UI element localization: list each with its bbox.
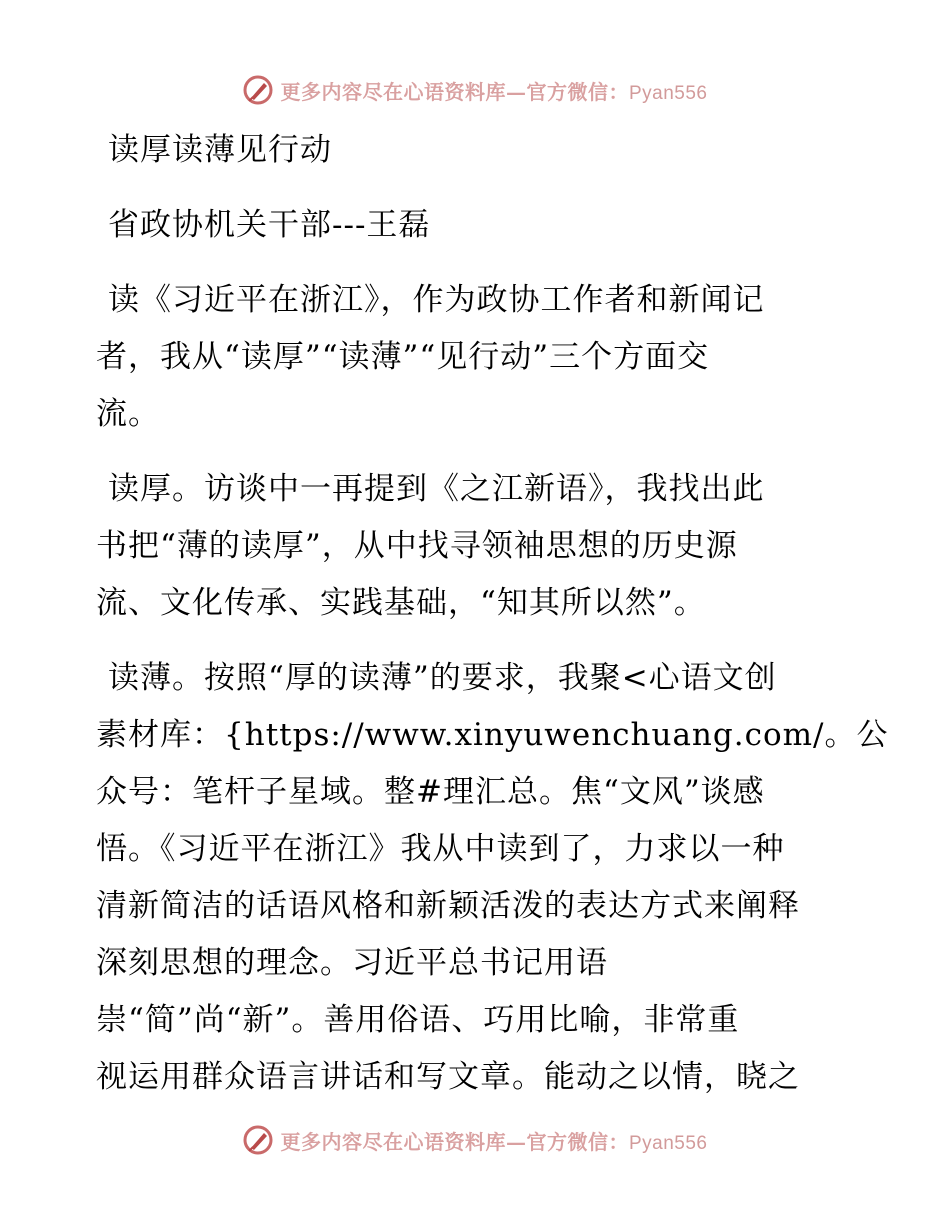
watermark-text: 更多内容尽在心语资料库—官方微信：Pyan556 bbox=[280, 79, 708, 104]
watermark-wechat-id: Pyan556 bbox=[628, 82, 708, 104]
paragraph-line: 流。 bbox=[96, 396, 160, 432]
quill-logo-icon bbox=[242, 1124, 274, 1156]
document-body bbox=[96, 122, 889, 1106]
paragraph-line: 流、文化传承、实践基础，“知其所以然”。 bbox=[96, 585, 706, 621]
doc-author: 省政协机关干部---王磊 bbox=[108, 207, 431, 243]
paragraph-line: 者，我从“读厚”“读薄”“见行动”三个方面交 bbox=[96, 339, 710, 375]
doc-title: 读厚读薄见行动 bbox=[108, 132, 332, 168]
paragraph-line: 视运用群众语言讲话和写文章。能动之以情，晓之 bbox=[96, 1059, 800, 1095]
paragraph-line: 众号：笔杆子星域。整#理汇总。焦“文风”谈感 bbox=[96, 774, 765, 810]
paragraph-line: 悟。《习近平在浙江》我从中读到了，力求以一种 bbox=[96, 831, 785, 867]
paragraph-line: 读厚。访谈中一再提到《之江新语》，我找出此 bbox=[108, 471, 765, 507]
paragraph-line: 读《习近平在浙江》，作为政协工作者和新闻记 bbox=[108, 282, 765, 318]
watermark-wechat-id: Pyan556 bbox=[628, 1132, 708, 1154]
paragraph-line: 崇“简”尚“新”。善用俗语、巧用比喻，非常重 bbox=[96, 1002, 740, 1038]
paragraph-line: 读薄。按照“厚的读薄”的要求，我聚<心语文创 bbox=[108, 660, 777, 696]
paragraph-2 bbox=[96, 461, 856, 632]
paragraph-line: 书把“薄的读厚”，从中找寻领袖思想的历史源 bbox=[96, 528, 738, 564]
paragraph-1 bbox=[96, 272, 856, 443]
watermark-text: 更多内容尽在心语资料库—官方微信：Pyan556 bbox=[280, 1129, 708, 1154]
paragraph-line: 深刻思想的理念。习近平总书记用语 bbox=[96, 945, 608, 981]
paragraph-line: 素材库：{https://www.xinyuwenchuang.com/。公 bbox=[96, 717, 889, 753]
paragraph-3 bbox=[96, 650, 889, 1106]
paragraph-line: 清新简洁的话语风格和新颖活泼的表达方式来阐释 bbox=[96, 888, 800, 924]
watermark-footer bbox=[0, 1120, 950, 1160]
watermark-header bbox=[0, 70, 950, 110]
quill-logo-icon bbox=[242, 74, 274, 106]
